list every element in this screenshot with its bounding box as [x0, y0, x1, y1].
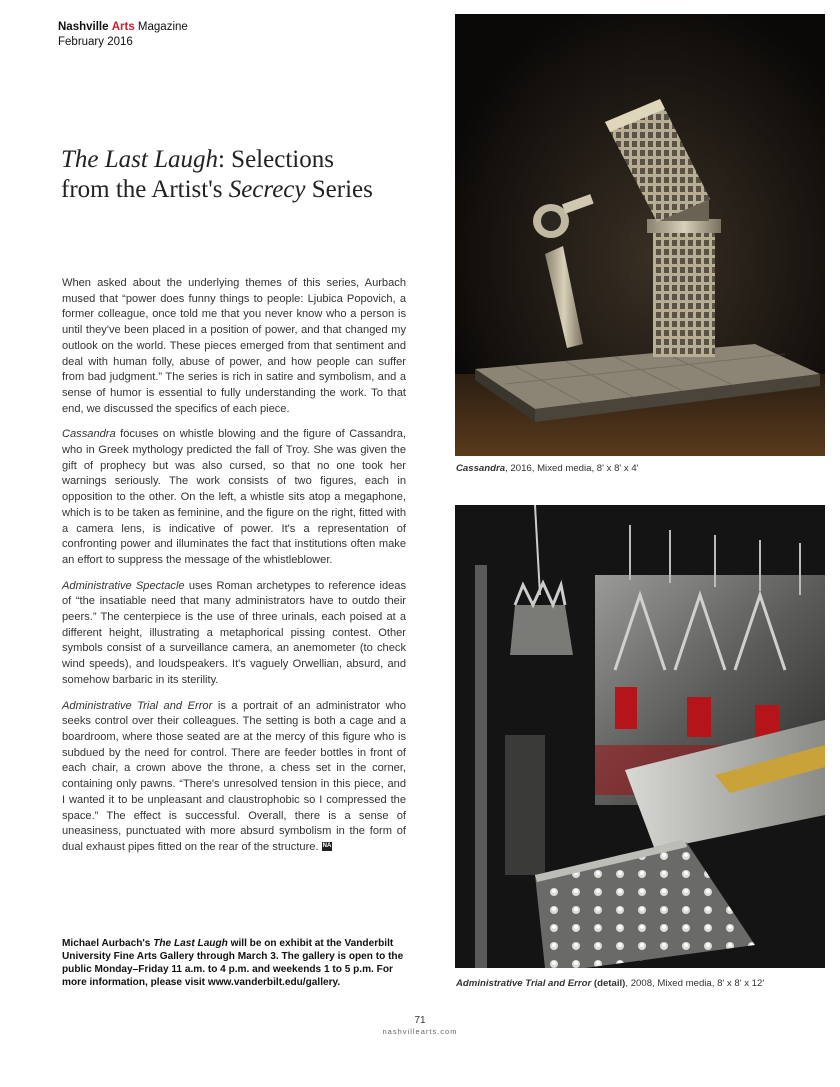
site-url: nashvillearts.com [382, 1027, 458, 1036]
article-title [61, 145, 441, 205]
title-work: The Last Laugh [61, 146, 218, 173]
paragraph-trial [62, 699, 406, 856]
work-title-trial: Administrative Trial and Error [62, 699, 213, 712]
caption-title-trial: Administrative Trial and Error [456, 978, 592, 989]
work-title-spectacle: Administrative Spectacle [62, 579, 185, 592]
end-mark: NA [322, 843, 332, 850]
brand-arts: Arts [111, 21, 135, 33]
paragraph-cassandra-text: focuses on whistle blowing and the figure of Cassandra, who in Greek mythology predicted the fall of Troy. She was given the gift of prophecy but was also cursed, so that no one took her warnings seriously. The work consists of two figures, each in opposition to the other. On the left, a whistle sits atop a megaphone, which is to be taken as feminine, and the figure on the right, fitted with a camera lens, is indicative of power. It's a representation of confronting power and illuminates the fact that institutions often make an effort to suppress the message of the whistleblower. [62, 428, 406, 566]
title-text-2: from the Artist's [61, 176, 229, 203]
paragraph-cassandra [62, 427, 406, 568]
work-title-cassandra: Cassandra [62, 428, 116, 441]
caption-detail-flag: (detail) [591, 978, 626, 989]
title-text-3: Series [305, 176, 373, 203]
cassandra-caption [456, 463, 639, 474]
cassandra-photo [455, 14, 825, 456]
paragraph-trial-text: is a portrait of an administrator who seeks control over their colleagues. The setting is both a cage and a boardroom, where those seated are at the mercy of this figure who is subdued by the need for control. There are feeder bottles in front of each chair, a crown above the throne, a chess set in the corner, containing only pawns. “There's unresolved tension in this piece, and I wanted it to be unpleasant and claustrophobic so I compressed the space.” The effect is successful. Overall, there is a sense of uneasiness, punctuated with more absurd symbolism in the form of dual exhaust pipes fitted on the rear of the structure. [62, 699, 406, 853]
magazine-name [58, 20, 188, 35]
caption-details-cassandra: , 2016, Mixed media, 8' x 8' x 4' [505, 463, 639, 474]
brand-magazine: Magazine [137, 21, 188, 33]
caption-title-cassandra: Cassandra [456, 463, 506, 474]
exhibit-info-rest: will be on exhibit at the Vanderbilt University Fine Arts Gallery through March 3. The gallery is open to the public Monday–Friday 11 a.m. to 4 p.m. and weekends 1 to 5 p.m. For more information, please visit www.vanderbilt.edu/gallery. [62, 938, 404, 988]
title-series: Secrecy [228, 176, 306, 203]
exhibit-info-lead: Michael Aurbach's [62, 938, 154, 949]
masthead [58, 20, 188, 50]
paragraph-spectacle-text: uses Roman archetypes to reference ideas of “the insatiable need that many administrators have to outdo their peers.” The centerpiece is the use of three urinals, each poised at a different height, illustrating a metaphorical pissing contest. Other symbols consist of a surveillance camera, an anemometer (to check wind speeds), and loudspeakers. It's vaguely Orwellian, absurd, and somehow barbaric in its sterility. [62, 579, 406, 686]
paragraph-spectacle [62, 579, 406, 689]
brand-nashville: Nashville [58, 21, 109, 33]
exhibit-title: The Last Laugh [153, 938, 228, 949]
page-footer [0, 1015, 840, 1036]
article-body [62, 276, 406, 866]
page-number: 71 [414, 1015, 426, 1026]
title-text-1: : Selections [217, 146, 334, 173]
paragraph-intro: When asked about the underlying themes of this series, Aurbach mused that “power does funny things to people: Ljubica Popovich, a former colleague, once told me that you never know who a person is until they've been placed in a position of power, and that changed my outlook on the world. These pieces emerged from that sentiment and deal with human folly, abuse of power, and how people can suffer from bad judgment.” The series is rich in satire and symbolism, and a sense of humor is essential to fully understanding the work. To that end, we discussed the specifics of each piece. [62, 277, 406, 415]
issue-date: February 2016 [58, 36, 133, 48]
trial-and-error-caption [456, 978, 764, 989]
exhibit-info [62, 937, 410, 989]
trial-and-error-photo [455, 505, 825, 968]
caption-details-trial: , 2008, Mixed media, 8' x 8' x 12' [625, 978, 765, 989]
